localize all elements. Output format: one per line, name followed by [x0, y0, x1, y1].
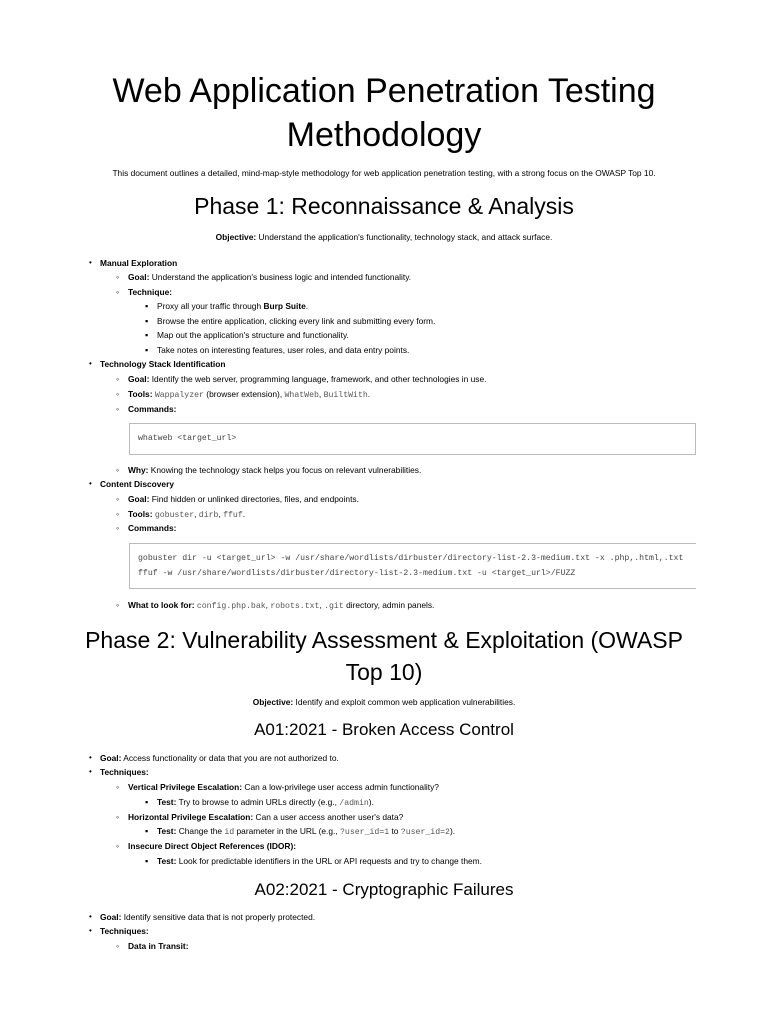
a01-techniques-label: Techniques:: [100, 767, 149, 777]
circle-bullet-icon: [116, 493, 119, 506]
t1-post: .: [305, 301, 309, 311]
hpe-label: Horizontal Privilege Escalation:: [128, 812, 254, 822]
separator: ,: [319, 600, 325, 610]
test-label: Test:: [157, 826, 177, 836]
look-label: What to look for:: [128, 600, 195, 610]
idor-test: [157, 855, 482, 867]
why-text: Knowing the technology stack helps you focus on relevant vulnerabilities.: [148, 465, 422, 475]
phase1-heading: Phase 1: Reconnaissance & Analysis: [194, 193, 574, 219]
tool-whatweb: WhatWeb: [284, 391, 319, 400]
tool-builtwith: BuiltWith: [323, 391, 368, 400]
hpe-text: Can a user access another user's data?: [253, 812, 404, 822]
content-tools: [128, 508, 245, 522]
code-line: whatweb <target_url>: [138, 434, 237, 443]
tech-stack-title: Technology Stack Identification: [100, 359, 226, 369]
user-id-1-code: ?user_id=1: [340, 828, 390, 837]
manual-technique-label: Technique:: [128, 287, 173, 297]
square-bullet-icon: [145, 855, 148, 868]
tool-dirb: dirb: [198, 511, 219, 520]
circle-bullet-icon: [116, 286, 119, 299]
circle-bullet-icon: [116, 464, 119, 477]
test-end: ).: [368, 797, 374, 807]
test-end: ).: [449, 826, 456, 836]
circle-bullet-icon: [116, 599, 119, 612]
technique-item-1: [157, 300, 308, 312]
tool-ffuf: ffuf: [223, 511, 243, 520]
why-label: Why:: [128, 465, 149, 475]
content-look-for: [128, 599, 434, 613]
goal-label: Goal:: [128, 374, 150, 384]
circle-bullet-icon: [116, 271, 119, 284]
objective-text: Identify and exploit common web application vulnerabilities.: [293, 697, 516, 707]
tools-label: Tools:: [128, 389, 153, 399]
test-label: Test:: [157, 856, 177, 866]
phase2-objective: [0, 696, 768, 708]
vpe-text: Can a low-privilege user access admin functionality?: [242, 782, 439, 792]
tech-stack-why: [128, 464, 421, 476]
disc-bullet-icon: [89, 766, 92, 778]
circle-bullet-icon: [116, 388, 119, 401]
tool-gobuster: gobuster: [154, 511, 195, 520]
circle-bullet-icon: [116, 811, 119, 824]
hpe-test: [157, 825, 455, 839]
goal-text: Access functionality or data that you are not authorized to.: [121, 753, 339, 763]
tool-wappalyzer: Wappalyzer: [154, 391, 204, 400]
goal-label: Goal:: [128, 272, 150, 282]
goal-text: Identify the web server, programming language, framework, and other technologies in use.: [149, 374, 487, 384]
square-bullet-icon: [145, 796, 148, 809]
goal-label: Goal:: [128, 494, 150, 504]
phase2-heading-line2: Top 10): [345, 659, 423, 685]
vpe-item: [128, 781, 439, 793]
data-in-transit-label: Data in Transit:: [128, 941, 189, 951]
circle-bullet-icon: [116, 373, 119, 386]
burp-suite-label: Burp Suite: [263, 301, 306, 311]
code-block-whatweb[interactable]: [129, 423, 696, 455]
test-text: Look for predictable identifiers in the URL or API requests and try to change them.: [176, 856, 482, 866]
goal-text: Find hidden or unlinked directories, files, and endpoints.: [149, 494, 359, 504]
hpe-item: [128, 811, 403, 823]
a02-heading: A02:2021 - Cryptographic Failures: [254, 880, 514, 899]
disc-bullet-icon: [89, 925, 92, 937]
separator: ,: [318, 389, 324, 399]
technique-item-4: Take notes on interesting features, user roles, and data entry points.: [157, 345, 410, 355]
tools-label: Tools:: [128, 509, 153, 519]
code-line-ffuf: ffuf -w /usr/share/wordlists/dirbuster/directory-list-2.3-medium.txt -u <target_url>/FUZZ: [138, 569, 576, 578]
page-title-line1: Web Application Penetration Testing: [112, 72, 656, 110]
phase1-objective: [0, 231, 768, 243]
user-id-2-code: ?user_id=2: [400, 828, 450, 837]
circle-bullet-icon: [116, 403, 119, 416]
tech-stack-tools: [128, 388, 370, 402]
code-line-gobuster: gobuster dir -u <target_url> -w /usr/share/wordlists/dirbuster/directory-list-2.3-medium.txt -x .php,.html,.txt: [138, 554, 684, 563]
goal-text: Understand the application's business logic and intended functionality.: [149, 272, 412, 282]
id-code: id: [224, 828, 235, 837]
square-bullet-icon: [145, 315, 148, 328]
phase2-heading-line1: Phase 2: Vulnerability Assessment & Exploitation (OWASP: [85, 627, 683, 653]
period: .: [242, 509, 246, 519]
manual-exploration-title: Manual Exploration: [100, 258, 178, 268]
content-commands-label: Commands:: [128, 523, 177, 533]
separator: ,: [218, 509, 224, 519]
disc-bullet-icon: [89, 358, 92, 370]
look-config: config.php.bak: [196, 602, 266, 611]
square-bullet-icon: [145, 300, 148, 313]
goal-label: Goal:: [100, 753, 122, 763]
a01-heading: A01:2021 - Broken Access Control: [254, 720, 514, 739]
disc-bullet-icon: [89, 752, 92, 764]
square-bullet-icon: [145, 344, 148, 357]
objective-label: Objective:: [215, 232, 257, 242]
tech-stack-commands-label: Commands:: [128, 404, 177, 414]
code-block-discovery[interactable]: [129, 543, 696, 589]
test-text: Try to browse to admin URLs directly (e.g.,: [176, 797, 340, 807]
test-mid1: parameter in the URL (e.g.,: [234, 826, 341, 836]
disc-bullet-icon: [89, 257, 92, 269]
disc-bullet-icon: [89, 911, 92, 923]
admin-path-code: /admin: [339, 799, 369, 808]
test-mid2: to: [389, 826, 401, 836]
tool-note: (browser extension),: [203, 389, 285, 399]
idor-label: Insecure Direct Object References (IDOR):: [128, 841, 297, 851]
goal-label: Goal:: [100, 912, 122, 922]
circle-bullet-icon: [116, 508, 119, 521]
page-title-line2: Methodology: [286, 116, 482, 154]
look-git: .git: [324, 602, 344, 611]
technique-item-2: Browse the entire application, clicking every link and submitting every form.: [157, 316, 436, 326]
square-bullet-icon: [145, 329, 148, 342]
vpe-test: [157, 796, 374, 810]
test-label: Test:: [157, 797, 177, 807]
a02-goal: [100, 911, 315, 923]
t1-pre: Proxy all your traffic through: [157, 301, 264, 311]
vpe-label: Vertical Privilege Escalation:: [128, 782, 243, 792]
intro-text: This document outlines a detailed, mind-map-style methodology for web application penetration testing, with a strong focus on the OWASP Top 10.: [112, 168, 656, 178]
circle-bullet-icon: [116, 840, 119, 853]
period: .: [367, 389, 371, 399]
circle-bullet-icon: [116, 781, 119, 794]
look-robots: robots.txt: [270, 602, 320, 611]
a01-goal: [100, 752, 339, 764]
test-pre: Change the: [176, 826, 225, 836]
square-bullet-icon: [145, 825, 148, 838]
objective-label: Objective:: [252, 697, 294, 707]
disc-bullet-icon: [89, 478, 92, 490]
separator: ,: [194, 509, 199, 519]
a02-techniques-label: Techniques:: [100, 926, 149, 936]
look-tail: directory, admin panels.: [343, 600, 435, 610]
objective-text: Understand the application's functionality, technology stack, and attack surface.: [256, 232, 553, 242]
manual-goal: [128, 271, 411, 283]
goal-text: Identify sensitive data that is not properly protected.: [121, 912, 316, 922]
circle-bullet-icon: [116, 522, 119, 535]
circle-bullet-icon: [116, 940, 119, 953]
tech-stack-goal: [128, 373, 486, 385]
content-discovery-title: Content Discovery: [100, 479, 174, 489]
separator: ,: [265, 600, 271, 610]
content-goal: [128, 493, 359, 505]
technique-item-3: Map out the application's structure and functionality.: [157, 330, 349, 340]
